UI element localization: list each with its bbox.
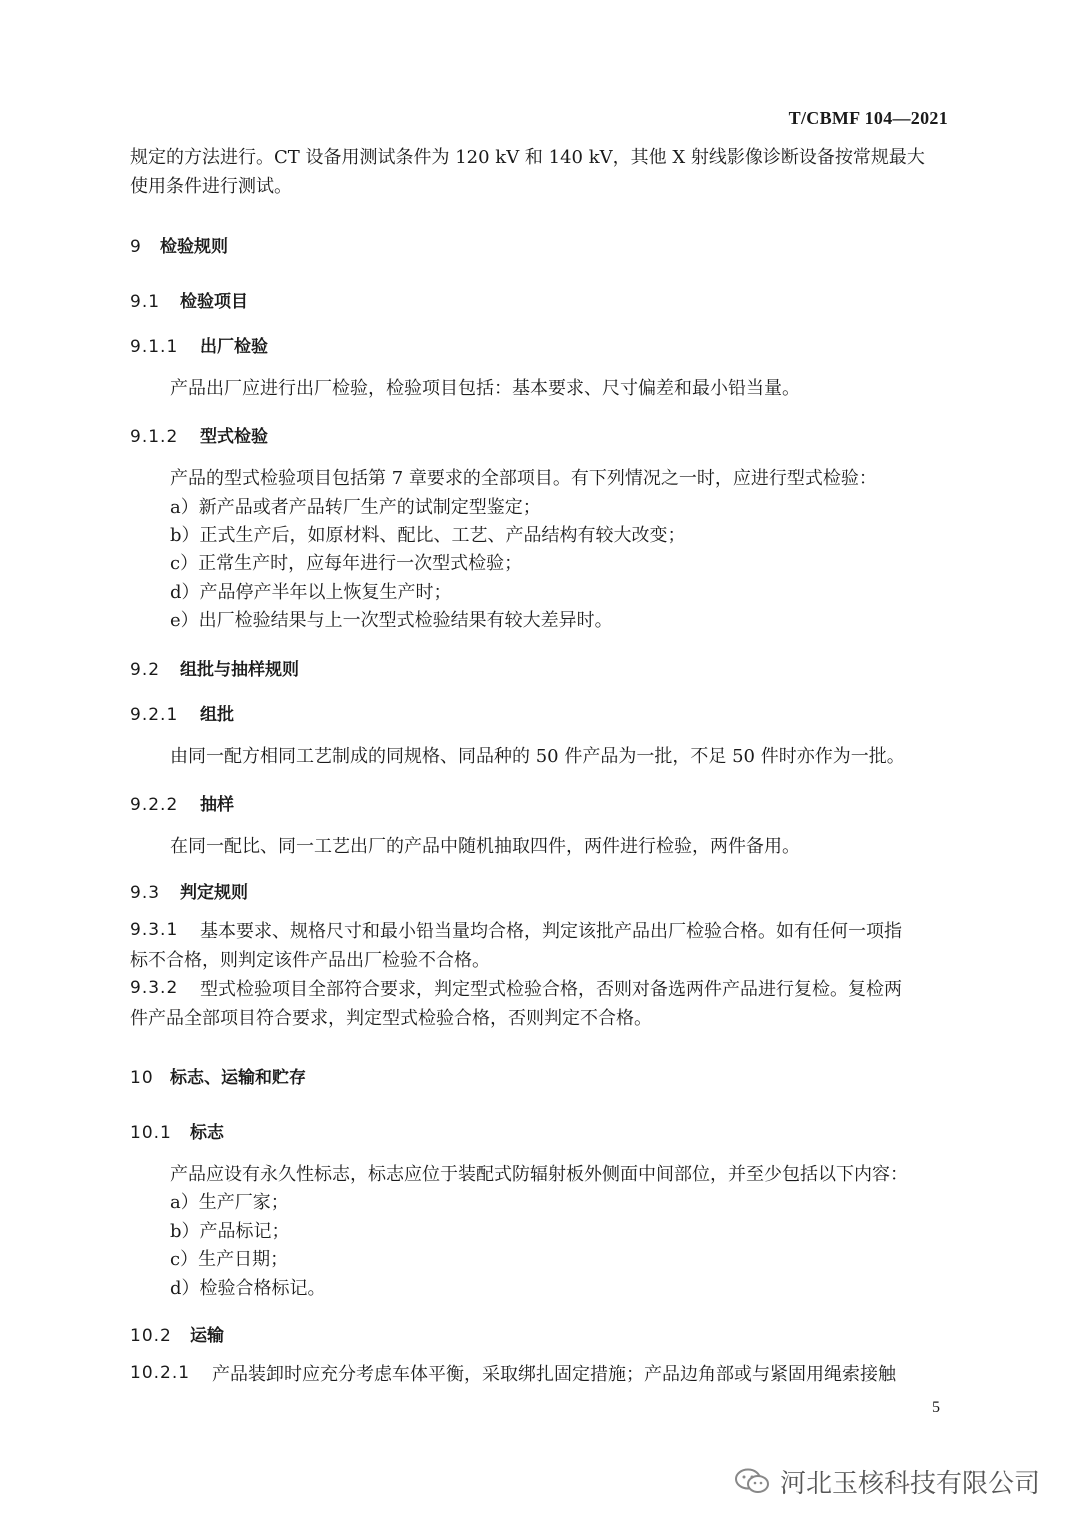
section-number: 9.3.1 [130, 920, 179, 940]
section-number: 9.2.2 [130, 795, 179, 815]
section-9-1-heading [130, 287, 248, 312]
section-10-2-1-number [130, 1363, 190, 1383]
list-item: b）正式生产后，如原材料、配比、工艺、产品结构有较大改变； [170, 525, 686, 546]
section-9-2-heading [130, 655, 299, 680]
section-number: 9.1.1 [130, 337, 179, 357]
section-9-3-1-line-1: 基本要求、规格尺寸和最小铅当量均合格，判定该批产品出厂检验合格。如有任何一项指 [200, 921, 902, 942]
section-number: 10.2.1 [130, 1363, 191, 1383]
section-title: 标志 [190, 1123, 224, 1143]
page-number: 5 [932, 1399, 940, 1416]
section-10-1-body: 产品应设有永久性标志，标志应位于装配式防辐射板外侧面中间部位，并至少包括以下内容： [170, 1164, 908, 1185]
section-9-heading [130, 232, 228, 257]
section-9-1-2-body: 产品的型式检验项目包括第 7 章要求的全部项目。有下列情况之一时，应进行型式检验： [170, 468, 877, 489]
list-item: d）检验合格标记。 [170, 1278, 326, 1299]
section-9-2-1-body: 由同一配方相同工艺制成的同规格、同品种的 50 件产品为一批，不足 50 件时亦作为一批。 [170, 746, 905, 767]
section-title: 出厂检验 [200, 337, 268, 357]
wechat-icon [734, 1467, 770, 1495]
intro-line-2: 使用条件进行测试。 [130, 176, 292, 197]
section-title: 型式检验 [200, 427, 268, 447]
section-9-3-1-line-2: 标不合格，则判定该件产品出厂检验不合格。 [130, 950, 490, 971]
section-9-1-2-heading [130, 422, 268, 447]
section-10-heading [130, 1063, 306, 1088]
section-title: 判定规则 [180, 883, 248, 903]
section-number: 10.1 [130, 1123, 172, 1143]
list-item: c）正常生产时，应每年进行一次型式检验； [170, 553, 523, 574]
standard-number: T/CBMF 104—2021 [788, 108, 948, 128]
section-number: 9.1 [130, 292, 161, 312]
section-9-2-2-heading [130, 790, 234, 815]
list-item: a）生产厂家； [170, 1192, 289, 1213]
list-item: a）新产品或者产品转厂生产的试制定型鉴定； [170, 497, 541, 518]
section-title: 抽样 [200, 795, 234, 815]
section-title: 组批 [200, 705, 234, 725]
section-9-3-2-line-2: 件产品全部项目符合要求，判定型式检验合格，否则判定不合格。 [130, 1008, 652, 1029]
section-title: 组批与抽样规则 [180, 660, 299, 680]
section-9-3-2-line-1: 型式检验项目全部符合要求，判定型式检验合格，否则对备选两件产品进行复检。复检两 [200, 979, 902, 1000]
section-9-3-1-number [130, 920, 178, 940]
list-item: c）生产日期； [170, 1249, 289, 1270]
section-9-2-1-heading [130, 700, 234, 725]
section-10-2-1-line-1: 产品装卸时应充分考虑车体平衡，采取绑扎固定措施；产品边角部或与紧固用绳索接触 [212, 1364, 896, 1385]
section-9-3-heading [130, 878, 248, 903]
list-item: e）出厂检验结果与上一次型式检验结果有较大差异时。 [170, 610, 613, 631]
section-title: 运输 [190, 1326, 224, 1346]
section-9-1-1-heading [130, 332, 268, 357]
section-number: 9.3.2 [130, 978, 179, 998]
section-number: 9.3 [130, 883, 161, 903]
section-10-1-heading [130, 1118, 224, 1143]
section-number: 10 [130, 1068, 154, 1088]
section-title: 检验规则 [160, 237, 228, 257]
section-title: 标志、运输和贮存 [170, 1068, 306, 1088]
intro-line-1: 规定的方法进行。CT 设备用测试条件为 120 kV 和 140 kV，其他 X 射线影像诊断设备按常规最大 [130, 147, 925, 168]
section-number: 9.2.1 [130, 705, 179, 725]
section-number: 9 [130, 237, 142, 257]
list-item: d）产品停产半年以上恢复生产时； [170, 582, 452, 603]
section-number: 9.2 [130, 660, 161, 680]
section-number: 10.2 [130, 1326, 172, 1346]
watermark-text: 河北玉核科技有限公司 [780, 1468, 1041, 1499]
section-number: 9.1.2 [130, 427, 179, 447]
section-9-1-1-body: 产品出厂应进行出厂检验，检验项目包括：基本要求、尺寸偏差和最小铅当量。 [170, 378, 800, 399]
section-10-2-heading [130, 1321, 224, 1346]
section-9-2-2-body: 在同一配比、同一工艺出厂的产品中随机抽取四件，两件进行检验，两件备用。 [170, 836, 800, 857]
section-9-3-2-number [130, 978, 178, 998]
list-item: b）产品标记； [170, 1221, 290, 1242]
wechat-watermark [734, 1462, 1040, 1500]
section-title: 检验项目 [180, 292, 248, 312]
